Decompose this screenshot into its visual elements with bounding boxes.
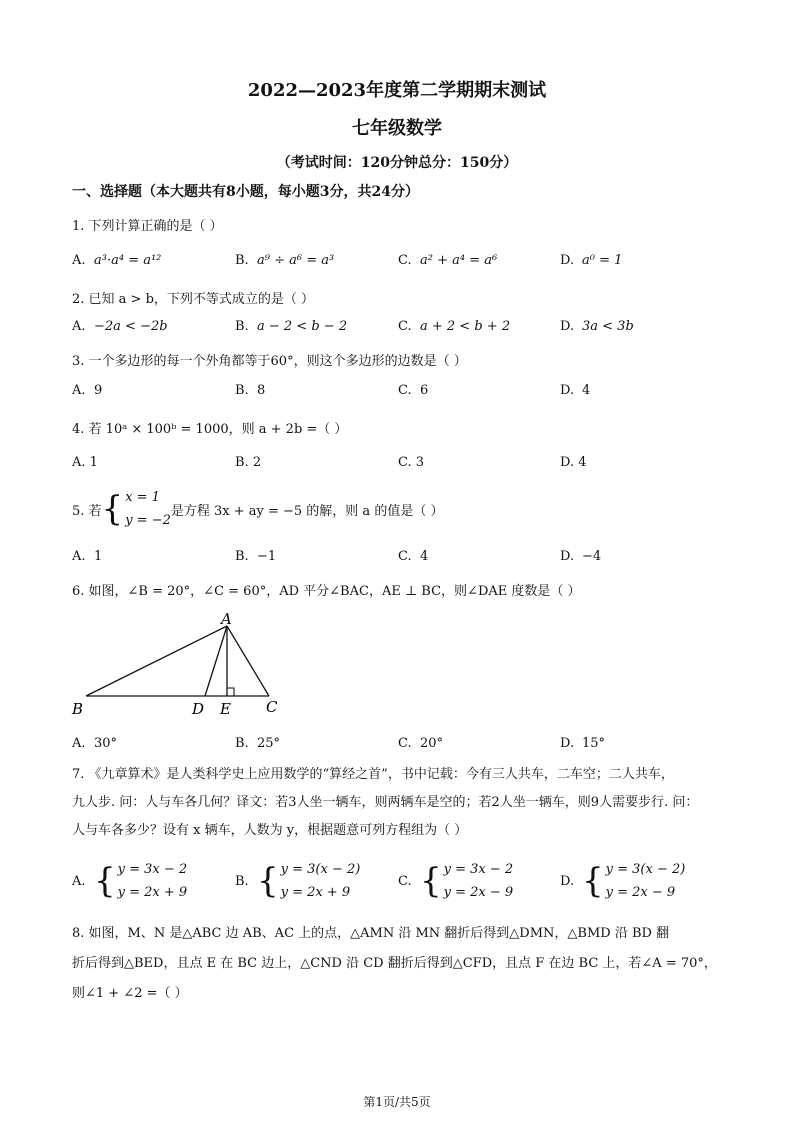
question-7-options bbox=[72, 858, 732, 918]
brace-icon: { bbox=[101, 489, 124, 529]
label-d: D bbox=[192, 700, 205, 718]
segment-ad bbox=[205, 626, 227, 696]
question-4-stem: 4. 若 10ᵃ × 100ᵇ = 1000，则 a + 2b =（ ） bbox=[72, 422, 348, 437]
option-a[interactable]: A. 1 bbox=[72, 455, 98, 470]
option-d[interactable]: D. 4 bbox=[560, 383, 591, 398]
option-b[interactable]: B. a − 2 < b − 2 bbox=[235, 319, 348, 334]
label-e: E bbox=[220, 700, 231, 718]
option-c[interactable]: C. 20° bbox=[398, 736, 444, 751]
option-a[interactable]: A. 9 bbox=[72, 383, 103, 398]
option-b[interactable]: B. 25° bbox=[235, 736, 281, 751]
option-a[interactable]: A. −2a < −2b bbox=[72, 319, 168, 334]
label-b: B bbox=[72, 700, 84, 718]
option-a[interactable]: A. { y = 3x − 2 y = 2x + 9 bbox=[72, 861, 188, 901]
question-1-stem: 1. 下列计算正确的是（ ） bbox=[72, 219, 223, 234]
option-d[interactable]: D. 15° bbox=[560, 736, 606, 751]
option-c[interactable]: C. { y = 3x − 2 y = 2x − 9 bbox=[398, 861, 514, 901]
option-b[interactable]: B. a⁹ ÷ a⁶ = a³ bbox=[235, 253, 335, 268]
question-7-stem: 7. 《九章算术》是人类科学史上应用数学的“算经之首”，书中记载：今有三人共车，二车空；二人共车， 九人步. 问：人与车各几何？译文：若3人坐一辆车，则两辆车是空的；若2人坐一辆车，则9人需要步行. 问： 人与车各多少？设有 x 辆车，人数为 y，根据题意可列方程组为（ ） bbox=[72, 767, 699, 838]
question-3-stem: 3. 一个多边形的每一个外角都等于60°，则这个多边形的边数是（ ） bbox=[72, 354, 467, 369]
option-d[interactable]: D. a⁰ = 1 bbox=[560, 253, 623, 268]
option-b[interactable]: B. { y = 3(x − 2) y = 2x + 9 bbox=[235, 861, 361, 901]
exam-info: （考试时间：120分钟总分：150分） bbox=[276, 155, 518, 171]
exam-subject: 七年级数学 bbox=[352, 118, 442, 139]
option-d[interactable]: D. { y = 3(x − 2) y = 2x − 9 bbox=[560, 861, 686, 901]
brace-icon: { bbox=[94, 861, 116, 901]
option-d[interactable]: D. 3a < 3b bbox=[560, 319, 634, 334]
option-d[interactable]: D. 4 bbox=[560, 455, 587, 470]
option-d[interactable]: D. −4 bbox=[560, 549, 602, 564]
option-a[interactable]: A. a³·a⁴ = a¹² bbox=[72, 253, 162, 268]
page-number: 第1页/共5页 bbox=[363, 1095, 431, 1109]
option-c[interactable]: C. a² + a⁴ = a⁶ bbox=[398, 253, 498, 268]
label-a: A bbox=[221, 610, 232, 628]
option-a[interactable]: A. 30° bbox=[72, 736, 118, 751]
question-5-stem: 5. 若 { x = 1 y = −2 是方程 3x + ay = −5 的解，则 a 的值是（ ） bbox=[72, 486, 443, 532]
option-c[interactable]: C. 6 bbox=[398, 383, 429, 398]
option-c[interactable]: C. 4 bbox=[398, 549, 429, 564]
question-2-stem: 2. 已知 a > b，下列不等式成立的是（ ） bbox=[72, 292, 315, 307]
brace-icon: { bbox=[420, 861, 442, 901]
option-c[interactable]: C. a + 2 < b + 2 bbox=[398, 319, 511, 334]
option-a[interactable]: A. 1 bbox=[72, 549, 103, 564]
segment-ab bbox=[86, 626, 227, 696]
question-8-stem: 8. 如图，M、N 是△ABC 边 AB、AC 上的点，△AMN 沿 MN 翻折后得到△DMN，△BMD 沿 BD 翻 折后得到△BED，且点 E 在 BC 边上，△CND 沿 CD 翻折后得到△CFD，且点 F 在边 BC 上，若∠A = 70°， 则∠1 + ∠2 =（ ） bbox=[72, 926, 717, 1001]
brace-icon: { bbox=[582, 861, 604, 901]
option-b[interactable]: B. −1 bbox=[235, 549, 277, 564]
option-c[interactable]: C. 3 bbox=[398, 455, 425, 470]
equation-system: { x = 1 y = −2 bbox=[101, 489, 171, 529]
option-b[interactable]: B. 8 bbox=[235, 383, 266, 398]
question-6-stem: 6. 如图，∠B = 20°，∠C = 60°，AD 平分∠BAC，AE ⊥ BC，则∠DAE 度数是（ ） bbox=[72, 584, 581, 599]
triangle-figure bbox=[68, 610, 288, 722]
segment-ac bbox=[227, 626, 269, 696]
option-b[interactable]: B. 2 bbox=[235, 455, 262, 470]
exam-title: 2022—2023年度第二学期期末测试 bbox=[247, 80, 547, 101]
label-c: C bbox=[266, 698, 278, 716]
right-angle-mark bbox=[227, 688, 234, 696]
brace-icon: { bbox=[257, 861, 279, 901]
section-heading: 一、选择题（本大题共有8小题，每小题3分，共24分） bbox=[72, 184, 419, 200]
